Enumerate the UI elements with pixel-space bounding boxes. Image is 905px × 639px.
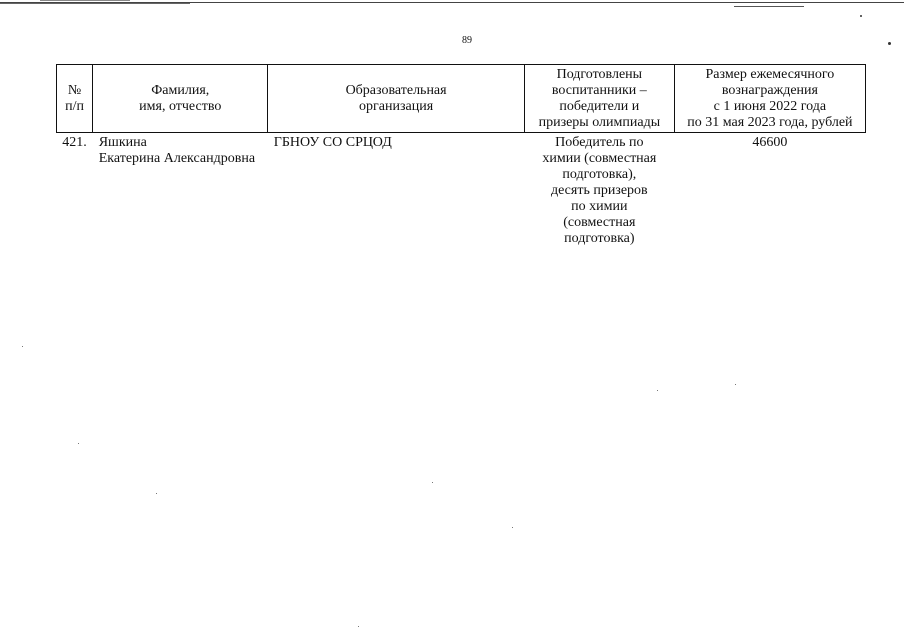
scan-mark-top-left xyxy=(40,0,130,1)
scan-speck xyxy=(512,527,513,528)
scan-mark-top-right xyxy=(734,6,804,7)
row-full-name: Яшкина Екатерина Александровна xyxy=(98,135,256,166)
scan-dot xyxy=(860,15,862,17)
scan-speck xyxy=(22,346,23,347)
scan-speck xyxy=(156,493,157,494)
row-number: 421. xyxy=(62,135,87,150)
scan-speck xyxy=(432,482,433,483)
header-full-name: Фамилия, имя, отчество xyxy=(93,65,268,133)
scan-speck xyxy=(657,390,658,391)
scan-dot xyxy=(888,42,891,45)
page-number: 89 xyxy=(462,35,472,46)
header-monthly-reward: Размер ежемесячного вознаграждения с 1 июня 2022 года по 31 мая 2023 года, рублей xyxy=(674,65,865,133)
row-prepared-students: Победитель по химии (совместная подготовка), десять призеров по химии (совместная подготовка) xyxy=(542,135,657,246)
header-prepared-students: Подготовлены воспитанники – победители и призеры олимпиады xyxy=(524,65,674,133)
scan-speck xyxy=(358,626,359,627)
header-number: № п/п xyxy=(57,65,93,133)
header-organization: Образовательная организация xyxy=(268,65,525,133)
row-monthly-reward: 46600 xyxy=(752,135,788,150)
awards-table xyxy=(56,64,866,249)
scan-speck xyxy=(78,443,79,444)
table-row xyxy=(57,133,866,250)
row-organization: ГБНОУ СО СРЦОД xyxy=(273,135,392,150)
table-header-row xyxy=(57,65,866,133)
scan-edge-line-left xyxy=(0,3,190,4)
scan-speck xyxy=(735,384,736,385)
